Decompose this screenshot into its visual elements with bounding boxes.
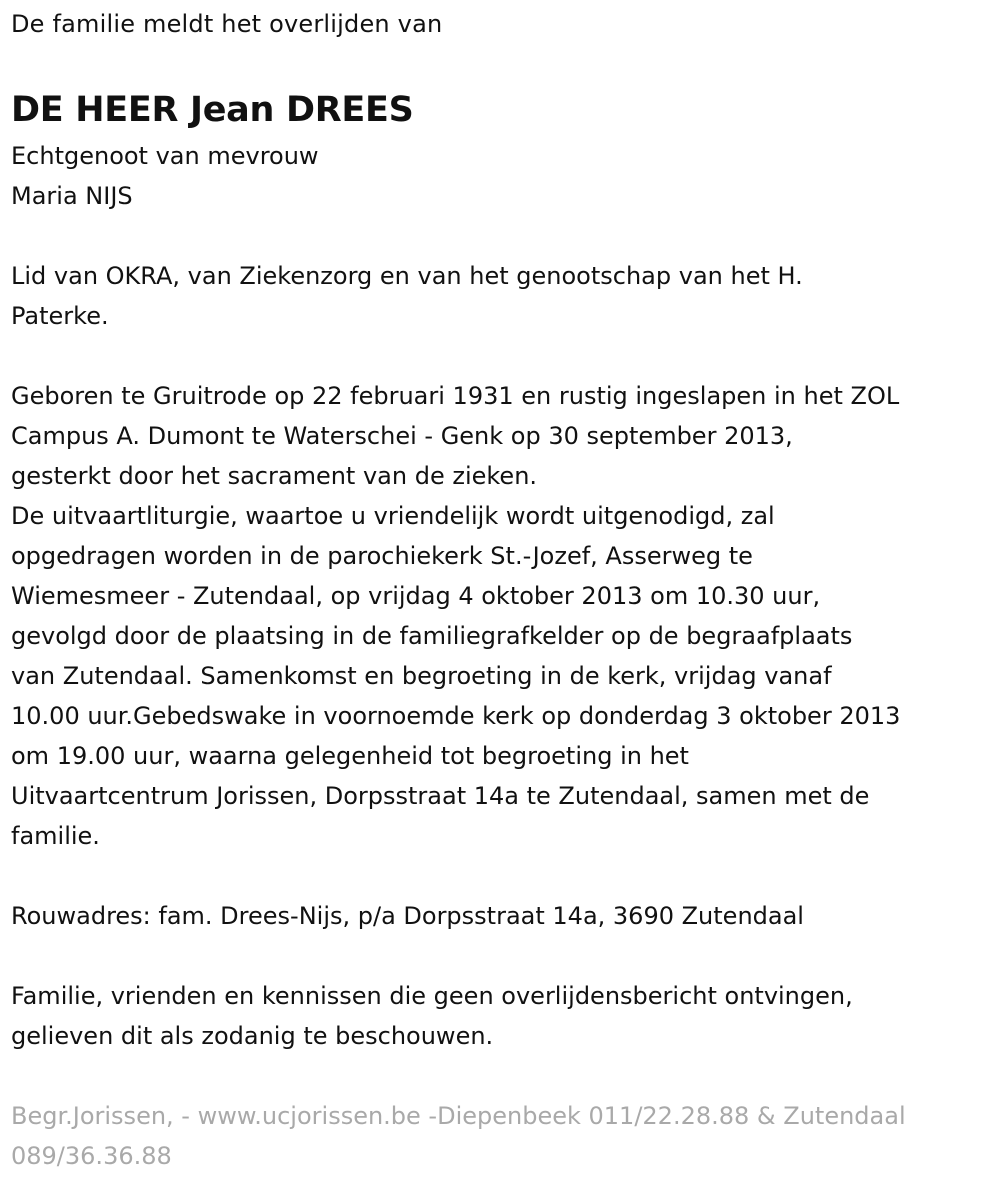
spouse-line-2: Maria NIJS bbox=[11, 182, 133, 210]
details-line: Uitvaartcentrum Jorissen, Dorpsstraat 14a te Zutendaal, samen met de bbox=[11, 782, 870, 810]
details-line: opgedragen worden in de parochiekerk St.-Jozef, Asserweg te bbox=[11, 542, 753, 570]
notice-paragraph bbox=[11, 976, 996, 1056]
details-line: 10.00 uur.Gebedswake in voornoemde kerk op donderdag 3 oktober 2013 bbox=[11, 702, 901, 730]
spacer bbox=[11, 856, 996, 896]
membership-paragraph bbox=[11, 256, 996, 336]
deceased-name: DE HEER Jean DREES bbox=[11, 90, 414, 130]
details-line: Wiemesmeer - Zutendaal, op vrijdag 4 oktober 2013 om 10.30 uur, bbox=[11, 582, 821, 610]
notice-line: gelieven dit als zodanig te beschouwen. bbox=[11, 1022, 494, 1050]
intro-text: De familie meldt het overlijden van bbox=[11, 10, 443, 38]
details-line: familie. bbox=[11, 822, 100, 850]
spacer bbox=[11, 216, 996, 256]
footer-line: 089/36.36.88 bbox=[11, 1142, 172, 1170]
funeral-home-footer bbox=[11, 1096, 996, 1176]
details-line: van Zutendaal. Samenkomst en begroeting in de kerk, vrijdag vanaf bbox=[11, 662, 832, 690]
details-line: gesterkt door het sacrament van de zieken. bbox=[11, 462, 538, 490]
details-line: De uitvaartliturgie, waartoe u vriendelijk wordt uitgenodigd, zal bbox=[11, 502, 775, 530]
membership-line: Paterke. bbox=[11, 302, 109, 330]
spacer bbox=[11, 936, 996, 976]
membership-line: Lid van OKRA, van Ziekenzorg en van het genootschap van het H. bbox=[11, 262, 803, 290]
spacer bbox=[11, 1056, 996, 1096]
mourning-address: Rouwadres: fam. Drees-Nijs, p/a Dorpsstraat 14a, 3690 Zutendaal bbox=[11, 902, 804, 930]
footer-line: Begr.Jorissen, - www.ucjorissen.be -Diepenbeek 011/22.28.88 & Zutendaal bbox=[11, 1102, 906, 1130]
details-line: om 19.00 uur, waarna gelegenheid tot begroeting in het bbox=[11, 742, 689, 770]
spacer bbox=[11, 336, 996, 376]
death-announcement bbox=[11, 0, 996, 1176]
spouse-line-1: Echtgenoot van mevrouw bbox=[11, 142, 319, 170]
details-line: gevolgd door de plaatsing in de familiegrafkelder op de begraafplaats bbox=[11, 622, 853, 650]
details-paragraph bbox=[11, 376, 996, 856]
notice-line: Familie, vrienden en kennissen die geen overlijdensbericht ontvingen, bbox=[11, 982, 853, 1010]
details-line: Campus A. Dumont te Waterschei - Genk op 30 september 2013, bbox=[11, 422, 793, 450]
details-line: Geboren te Gruitrode op 22 februari 1931 en rustig ingeslapen in het ZOL bbox=[11, 382, 900, 410]
